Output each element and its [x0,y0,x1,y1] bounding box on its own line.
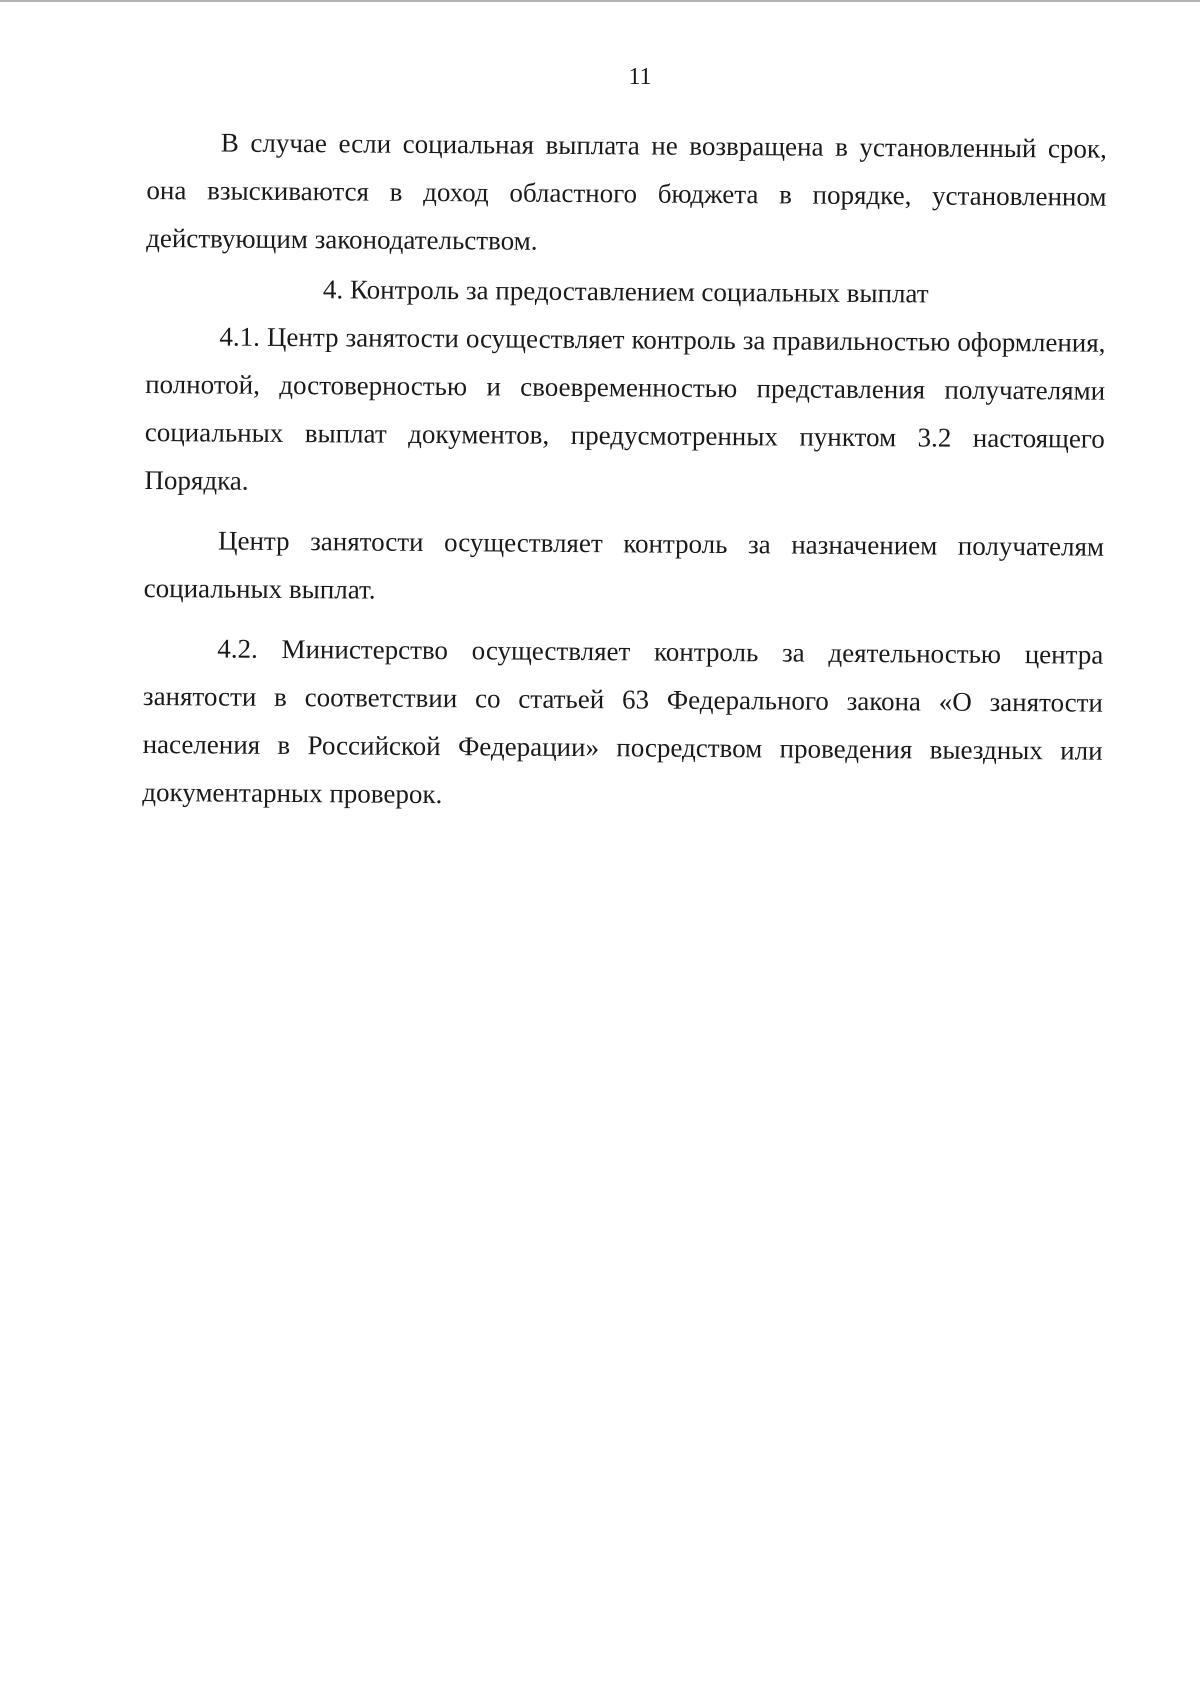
paragraph-4-1: 4.1. Центр занятости осуществляет контроль за правильностью оформления, полнотой, достоверностью и своевременностью представления получателями социальных выплат документов, предусмотренных пунктом 3.2 настоящего Порядка. [144,321,1106,496]
paragraph-4-2: 4.2. Министерство осуществляет контроль за деятельностью центра занятости в соответствии со статьей 63 Федерального закона «О занятости населения в Российской Федерации» посредством проведения выездных или документарных проверок. [142,633,1104,810]
paragraph-4-1-control: Центр занятости осуществляет контроль за назначением получателям социальных выплат. [143,525,1105,605]
paragraph-refund: В случае если социальная выплата не возвращена в установленный срок, она взыскиваются в доход областного бюджета в порядке, установленном действующим законодательством. [146,127,1107,256]
section-heading: 4. Контроль за предоставлением социальных выплат [322,274,929,309]
page-top-edge [0,0,1200,2]
page-number: 11 [628,64,652,90]
document-body [142,118,1107,823]
